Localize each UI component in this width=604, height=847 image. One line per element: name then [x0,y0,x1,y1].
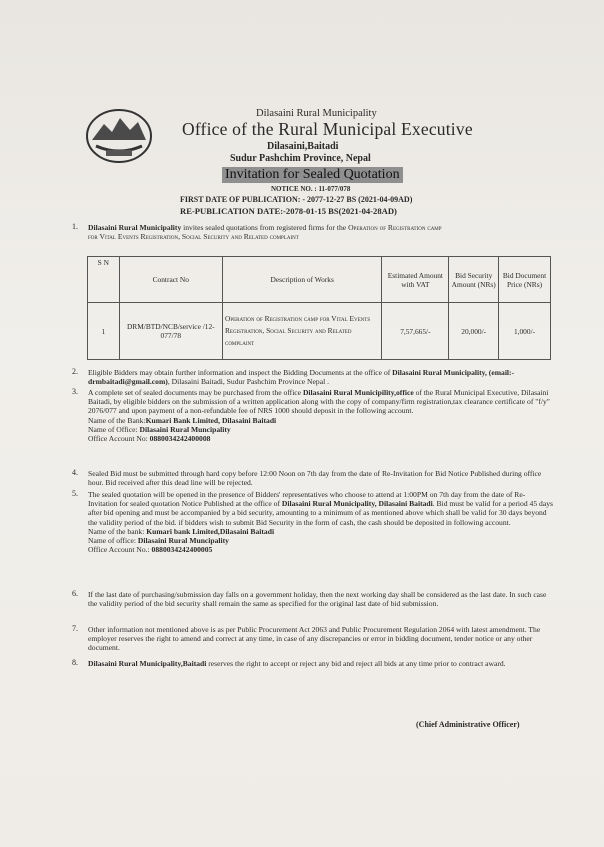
item-3-text [88,388,554,443]
header-description: Description of Works [222,257,381,303]
header-sn: S N [88,257,120,303]
account-number: 0880034242400005 [151,545,213,555]
municipality-bold: Dilasaini Rural Municipality [88,223,182,232]
bank-label: Name of the bank: [88,526,147,536]
header-contract-no: Contract No [119,257,222,303]
item-number: 3. [72,387,78,396]
item-5-body: The sealed quotation will be opened in the presence of Bidders' representatives who choose to attend at 1:00PM on 7th day from the date of Re-Invitation for sealed quotation Notice Published at the office of [88,490,526,509]
item-3-bold: Dilasaini Rural Municipility,office [302,388,414,397]
item-2-bold: Dilasaini Rural Municipality, (email:-drmbaitadi@gmail.com) [88,368,515,387]
item-8-text [88,659,554,668]
item-5-text [88,490,554,554]
first-publication-date: FIRST DATE OF PUBLICATION: - 2077-12-27 BS (2021-04-09AD) [180,195,413,204]
account-number: 0880034242400008 [149,434,211,444]
item-1-work: Operation of Registration camp [348,223,442,232]
item-8-body: reserves the right to accept or reject any bid and reject all bids at any time prior to contract award. [206,659,506,668]
municipality-name: Dilasaini Rural Municipality [256,108,377,119]
cell-description: Operation of Registration camp for Vital Events Registration, Social Security and Related complaint [222,303,381,360]
address-line-1: Dilasaini,Baitadi [267,141,339,152]
item-6-text: If the last date of purchasing/submission day falls on a government holiday, then the next working day shall be considered as the last date. In such case the validity period of the bid security shall remain the same as specified for the original last date of bid submission. [88,590,547,609]
item-1-work-cont: for Vital Events Registration, Social Security and Related complaint [88,232,299,242]
table-header-row [88,257,551,303]
cell-sn: 1 [88,303,120,360]
cell-contract-no: DRM/BTD/NCB/service /12-077/78 [119,303,222,360]
office-title: Office of the Rural Municipal Executive [182,119,473,139]
nepal-emblem-logo [84,106,154,164]
item-number: 4. [72,468,78,477]
item-1-text [88,223,558,241]
item-8-bold: Dilasaini Rural Municipality,Baitadi [88,659,207,668]
item-4-text: Sealed Bid must be submitted through hard copy before 12:00 Noon on 7th day from the date of Re-Invitation for Bid Notice Published during office hour. Bid received after this dead line will be rejected. [88,469,542,488]
office-name: Dilasaini Rural Muncipality [137,536,229,546]
item-2-text [88,368,554,386]
invitation-title: Invitation for Sealed Quotation [222,167,403,183]
header-estimated-amount: Estimated Amount with VAT [382,257,449,303]
cell-security: 20,000/- [449,303,499,360]
item-1-body: invites sealed quotations from registered firms for the [181,223,349,232]
item-5-body-2: . Bid must be valid for a period 45 days after bid opening and must be accompanied by a bid security, amounting to a minimum of as mentioned above which shall be valid for 30 days beyond the validity period of the bid. if bidders wish to submit Bid Security in the form of cash, the cash should be deposited in following account. [88,499,553,527]
notice-number: NOTICE NO. : 11-077/078 [271,185,351,193]
bank-name: Kumari Bank Limited, Dilasaini Baitadi [145,415,277,425]
bank-name: Kumari bank Limited,Dilasaini Baitadi [146,526,275,536]
item-number: 5. [72,489,78,498]
office-label: Name of office: [88,536,138,546]
item-3-body-2: of the Rural Municipal Executive, Dilasaini Baitadi, by eligible bidders on the submission of a written application along with the copy of company/firm registration,tax clearance certificate of "f/y" 2076/077 and upon payment of a non-refundable fee of NRS 1000 should deposit in the following account. [88,388,550,416]
item-2-body-2: , Dilasaini Baitadi, Sudur Pashchim Province Nepal . [167,377,329,387]
contract-table [87,256,551,360]
item-3-body: A complete set of sealed documents may be purchased from the office [88,388,303,397]
office-name: Dilasaini Rural Muncipality [139,424,231,434]
item-number: 6. [72,589,78,598]
cell-price: 1,000/- [499,303,551,360]
item-7-text: Other information not mentioned above is as per Public Procurement Act 2063 and Public Procurement Regulation 2064 with latest amendment. The employer reserves the right to amend and correct at any time, in case of any discrepancies or error in bidding document, tender notice or any other document. [88,625,541,653]
item-5-bold: Dilasaini Rural Municipality, Dilasaini Baitadi [281,499,433,509]
account-label: Office Account No.: [88,545,152,555]
header-bid-security: Bid Security Amount (NRs) [449,257,499,303]
account-label: Office Account No: [88,434,150,444]
cell-amount: 7,57,665/- [382,303,449,360]
office-label: Name of Office: [88,424,140,434]
signature-title: (Chief Administrative Officer) [416,720,520,729]
address-line-2: Sudur Pashchim Province, Nepal [230,153,371,164]
item-number: 1. [72,222,78,231]
header-document-price: Bid Document Price (NRs) [499,257,551,303]
table-row [88,303,551,360]
republication-date: RE-PUBLICATION DATE:-2078-01-15 BS(2021-04-28AD) [180,206,397,216]
item-number: 2. [72,367,78,376]
bank-label: Name of the Bank: [88,415,146,425]
item-number: 8. [72,658,78,667]
item-2-body: Eligible Bidders may obtain further information and inspect the Bidding Documents at the office of [88,368,393,377]
item-number: 7. [72,624,78,633]
